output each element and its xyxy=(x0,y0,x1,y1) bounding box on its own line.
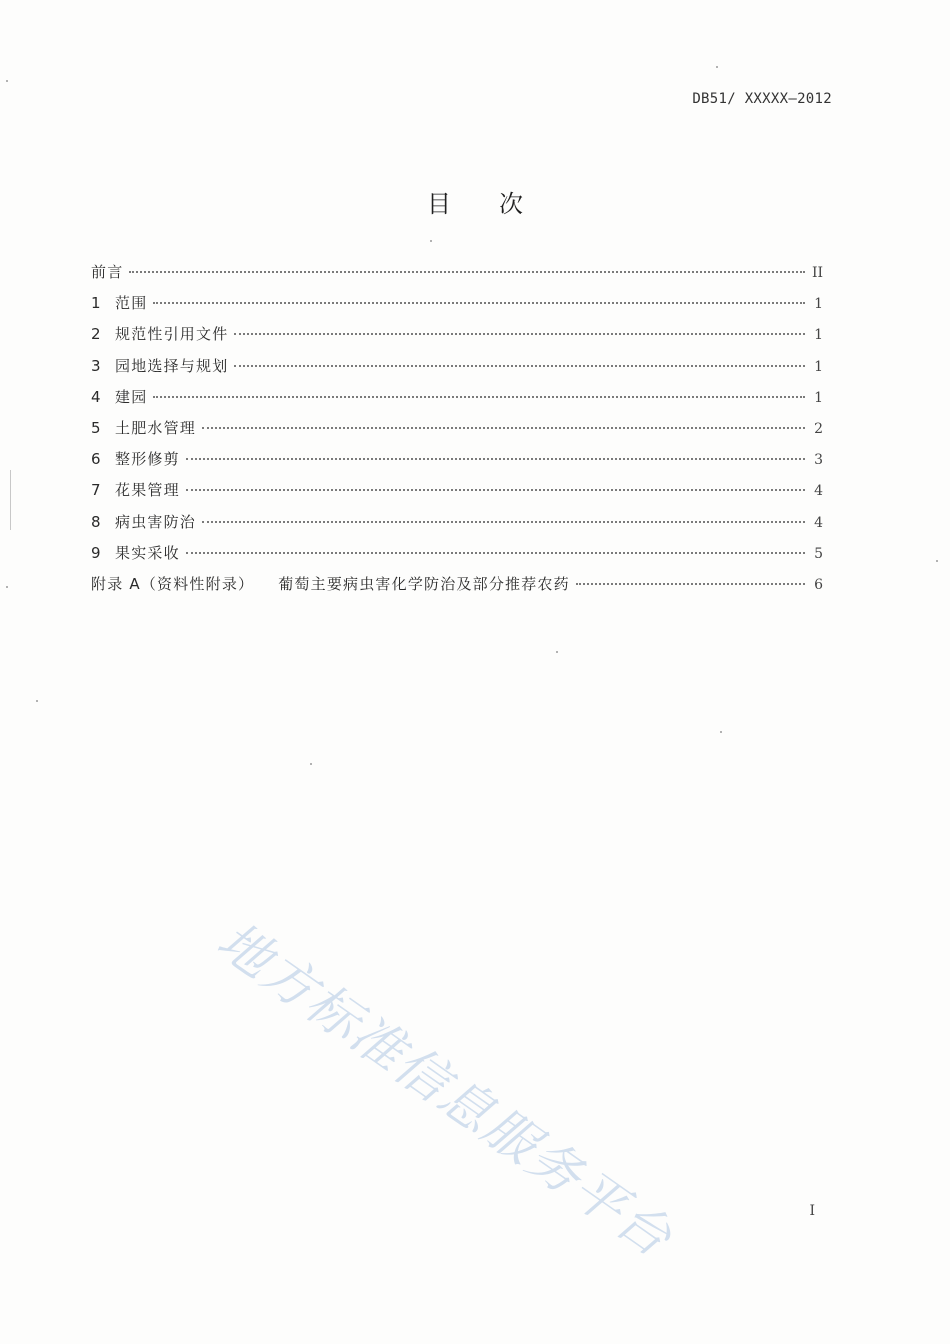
toc-entry-label: 范围 xyxy=(115,294,148,313)
watermark: 地方标准信息服务平台 xyxy=(206,910,683,1270)
scan-speck xyxy=(310,763,312,765)
toc-leader-dots xyxy=(186,457,805,460)
toc-entry-number: 1 xyxy=(91,294,101,313)
toc-entry-label: 葡萄主要病虫害化学防治及部分推荐农药 xyxy=(278,574,570,593)
toc-entry-establishment[interactable] xyxy=(91,386,823,417)
scan-speck xyxy=(6,80,8,82)
toc-entry-label: 建园 xyxy=(115,387,148,406)
toc-entry-soil-fertilizer-water[interactable] xyxy=(91,417,823,448)
toc-entry-annex-prefix: 附录 A（资料性附录） xyxy=(91,574,255,593)
scan-speck xyxy=(430,240,432,242)
toc-leader-dots xyxy=(153,301,805,304)
toc-entry-pest-control[interactable] xyxy=(91,511,823,542)
toc-entry-number: 6 xyxy=(91,450,101,469)
scan-speck xyxy=(936,560,938,562)
toc-leader-dots xyxy=(129,270,805,273)
scan-margin-line xyxy=(10,470,11,530)
toc-entry-number: 2 xyxy=(91,325,101,344)
toc-entry-label: 规范性引用文件 xyxy=(115,325,229,344)
toc-leader-dots xyxy=(186,551,805,554)
document-code: DB51/ XXXXX—2012 xyxy=(692,91,832,107)
toc-leader-dots xyxy=(186,488,805,491)
toc-entry-page: 1 xyxy=(814,296,823,313)
toc-entry-label: 花果管理 xyxy=(115,481,180,500)
scan-speck xyxy=(36,700,38,702)
toc-entry-normative-references[interactable] xyxy=(91,323,823,354)
toc-entry-number: 5 xyxy=(91,418,101,437)
toc-entry-flower-fruit[interactable] xyxy=(91,479,823,510)
toc-entry-pruning[interactable] xyxy=(91,448,823,479)
toc-entry-page: 5 xyxy=(814,545,823,562)
toc-entry-page: 6 xyxy=(814,576,823,593)
toc-entry-number: 4 xyxy=(91,387,101,406)
toc-entry-number: 9 xyxy=(91,543,101,562)
page-title: 目次 xyxy=(427,190,571,218)
toc-entry-page: II xyxy=(811,265,823,281)
toc-entry-number: 7 xyxy=(91,481,101,500)
toc-entry-page: 4 xyxy=(814,514,823,531)
toc-leader-dots xyxy=(202,520,805,523)
toc-entry-label: 土肥水管理 xyxy=(115,418,197,437)
toc-entry-number: 8 xyxy=(91,512,101,531)
toc-entry-label: 整形修剪 xyxy=(115,450,180,469)
toc-entry-number: 3 xyxy=(91,356,101,375)
toc-entry-page: 1 xyxy=(814,327,823,344)
toc-entry-site-selection[interactable] xyxy=(91,355,823,386)
toc-entry-page: 4 xyxy=(814,483,823,500)
toc-entry-harvest[interactable] xyxy=(91,542,823,573)
toc-entry-scope[interactable] xyxy=(91,292,823,323)
table-of-contents xyxy=(91,261,823,604)
toc-leader-dots xyxy=(576,582,805,585)
toc-leader-dots xyxy=(234,332,805,335)
toc-entry-annex-a[interactable] xyxy=(91,573,823,604)
scan-speck xyxy=(720,731,722,733)
toc-entry-label: 病虫害防治 xyxy=(115,512,197,531)
toc-entry-label: 果实采收 xyxy=(115,543,180,562)
page-number: I xyxy=(809,1203,815,1219)
toc-entry-page: 2 xyxy=(814,420,823,437)
toc-entry-page: 1 xyxy=(814,358,823,375)
toc-leader-dots xyxy=(202,426,805,429)
scan-speck xyxy=(556,651,558,653)
toc-leader-dots xyxy=(153,395,805,398)
toc-entry-page: 1 xyxy=(814,389,823,406)
toc-entry-label: 园地选择与规划 xyxy=(115,356,229,375)
toc-entry-page: 3 xyxy=(814,452,823,469)
scan-speck xyxy=(716,66,718,68)
toc-leader-dots xyxy=(234,364,805,367)
toc-entry-foreword[interactable] xyxy=(91,261,823,292)
scan-speck xyxy=(6,586,8,588)
toc-entry-label: 前言 xyxy=(91,263,124,281)
